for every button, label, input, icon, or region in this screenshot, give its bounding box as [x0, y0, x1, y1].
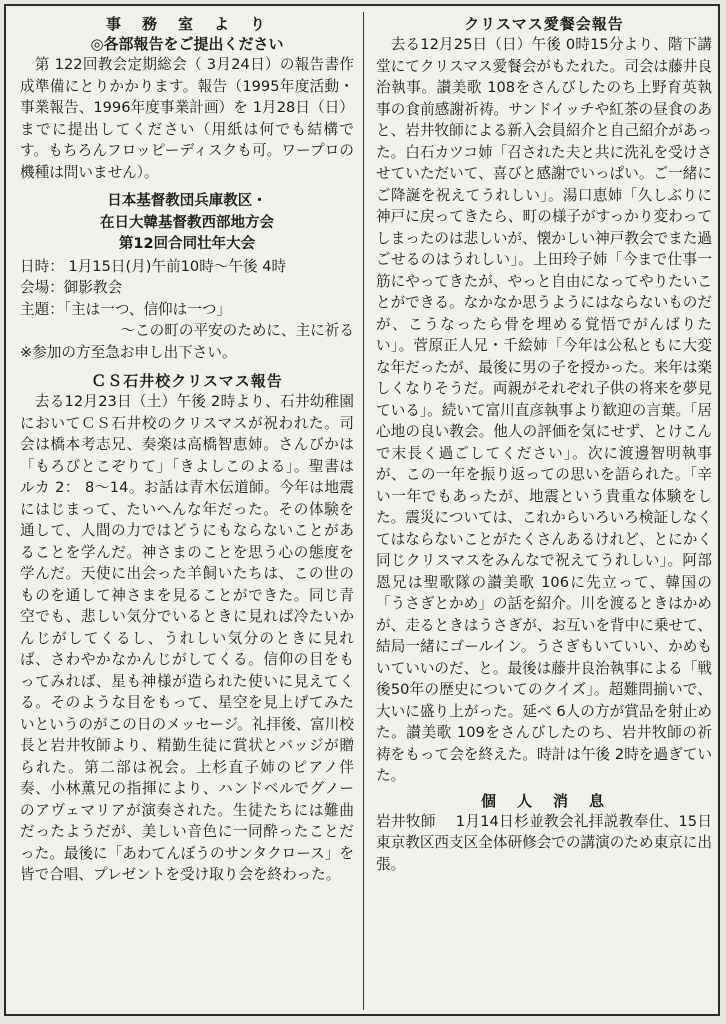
newsletter-page: [4, 4, 720, 1016]
rally-organizer-line1: 日本基督教団兵庫教区・: [107, 193, 267, 209]
column-divider: [363, 12, 364, 1010]
cs-christmas-report: [20, 371, 354, 886]
cs-report-body: 去る12月23日（土）午後 2時より、石井幼稚園においてＣＳ石井校のクリスマスが祝われた。司会は橋本考志兄、奏楽は高橋智恵姉。さんびかは「もろびとこぞりて」「きよしこのよる」。聖書はルカ 2： 8〜14。お話は青木伝道師。今年は地震にはじまって、たいへんな年だった。その体験を通して、人間の力ではどうにもならないことがあることを学んだ。神さまのことを思う心の態度を学んだ。天使に出会った羊飼いたちは、この世のものを通して神さまを見ることができた。同じ青空でも、悲しい気分でいるときに見れば冷たいかんじがしてくるし、うれしい気分のときに見れば、さわやかなかんじがしてくる。信仰の目をもってみれば、星も神様が造られた使いに見えてくる。そのような目をもって、星空を見上げてみたいというのがこの日のメッセージ。礼拝後、富川校長と岩井牧師より、精勤生徒に賞状とバッジが贈られた。第二部は祝会。上杉直子姉のピアノ伴奏、小林薫兄の指揮により、ハンドベルでグノーのアヴェマリアが演奏された。生徒たちには難曲だったようだが、美しい音色に一同酔ったことだった。最後に「あわてんぼうのサンタクロース」を皆で合唱、プレゼントを受け取り会を終わった。: [20, 393, 354, 883]
rally-theme-sub: 〜この町の平安のために、主に祈る: [120, 322, 354, 339]
rally-note: ※参加の方至急お申し出下さい。: [20, 343, 237, 361]
personal-news: [376, 791, 712, 876]
christmas-agape-report: [376, 14, 712, 787]
men-rally-notice: [20, 191, 354, 363]
office-body: 第 122回教会定期総会（ 3月24日）の報告書作成準備にとりかかります。報告（1995年度活動・事業報告、1996年度事業計画）を 1月28日（日）までに提出してください（用紙は何でも結構です。もちろんフロッピーディスクも可。ワープロの機種は問いません）。: [20, 56, 354, 181]
rally-organizer-line2: 在日大韓基督教西部地方会: [100, 214, 274, 231]
christmas-body: 去る12月25日（日）午後 0時15分より、階下講堂にてクリスマス愛餐会がもたれた。司会は藤井良治執事。讃美歌 108をさんびしたのち上野育英執事の食前感謝祈祷。サンドイッチや紅茶の昼食のあと、岩井牧師による新入会員紹介と自己紹介があった。白石カツコ姉「召された夫と共に洗礼を受けさせていただいて、喜びと感謝でいっぱい。ご一緒にご降誕を祝えてうれしい」。湯口恵姉「久しぶりに神戸に戻ってきたら、町の様子がすっかり変わってしまったのは悲しいが、懐かしい神戸教会でまた過ごせるのはうれしい」。上田玲子姉「今まで仕事一筋にやってきたが、やっと自由になってやりたいことができる。なかなか思うようにはならないものだが、こうなったら骨を埋める覚悟でがんばりたい」。菅原正人兄・千絵姉「今年は公私ともに大変な年だったが、最後に男の子を授かった。来年は楽しくなりそうだ。両親がそれぞれ子供の将来を夢見ている」。続いて富川直彦執事より歓迎の言葉。「居心地の良い教会。他人の評価を気にせず、とけこんで末長く過ごしてください」。次に渡邊智明執事が、この一年を振り返っての思いを語られた。「辛い一年でもあったが、地震という貴重な体験をした。震災については、これからいろいろ検証しなくてはならないことがたくさんあるけれど、とにかく同じクリスマスをみんなで祝えてうれしい」。阿部恩兄は聖歌隊の讃美歌 106に先立って、韓国の「うさぎとかめ」の話を紹介。川を渡るときはかめが、走るときはうさぎが、お互いを背中に乗せて、結局一緒にゴールイン。うさぎもいていい、かめもいていいのだ、と。最後は藤井良治執事による「戦後50年の歴史についてのクイズ」。超難問揃いで、大いに盛り上がった。延べ 6人の方が賞品を射止めた。讃美歌 109をさんびしたのち、岩井牧師の祈祷をもって会を終えた。時計は午後 2時を過ぎていた。: [376, 36, 712, 784]
right-column: [376, 14, 712, 1010]
christmas-heading: クリスマス愛餐会報告: [464, 15, 624, 33]
office-subheading: ◎各部報告をご提出ください: [90, 35, 284, 53]
office-heading: 事 務 室 よ り: [105, 15, 268, 33]
office-notice: [20, 14, 354, 183]
cs-report-heading: ＣＳ石井校クリスマス報告: [91, 372, 283, 390]
personal-body: 岩井牧師 1月14日杉並教会礼拝説教奉仕、15日東京教区西支区全体研修会での講演のため東京に出張。: [376, 812, 712, 873]
left-column: [20, 14, 354, 1010]
rally-theme: 主題：「主は一つ、信仰は一つ」: [20, 300, 232, 318]
rally-venue: 会場：御影教会: [20, 279, 123, 296]
rally-datetime: 日時： 1月15日(月)午前10時〜午後 4時: [20, 257, 287, 275]
rally-title: 第12回合同壮年大会: [118, 236, 256, 252]
personal-heading: 個 人 消 息: [480, 791, 607, 810]
